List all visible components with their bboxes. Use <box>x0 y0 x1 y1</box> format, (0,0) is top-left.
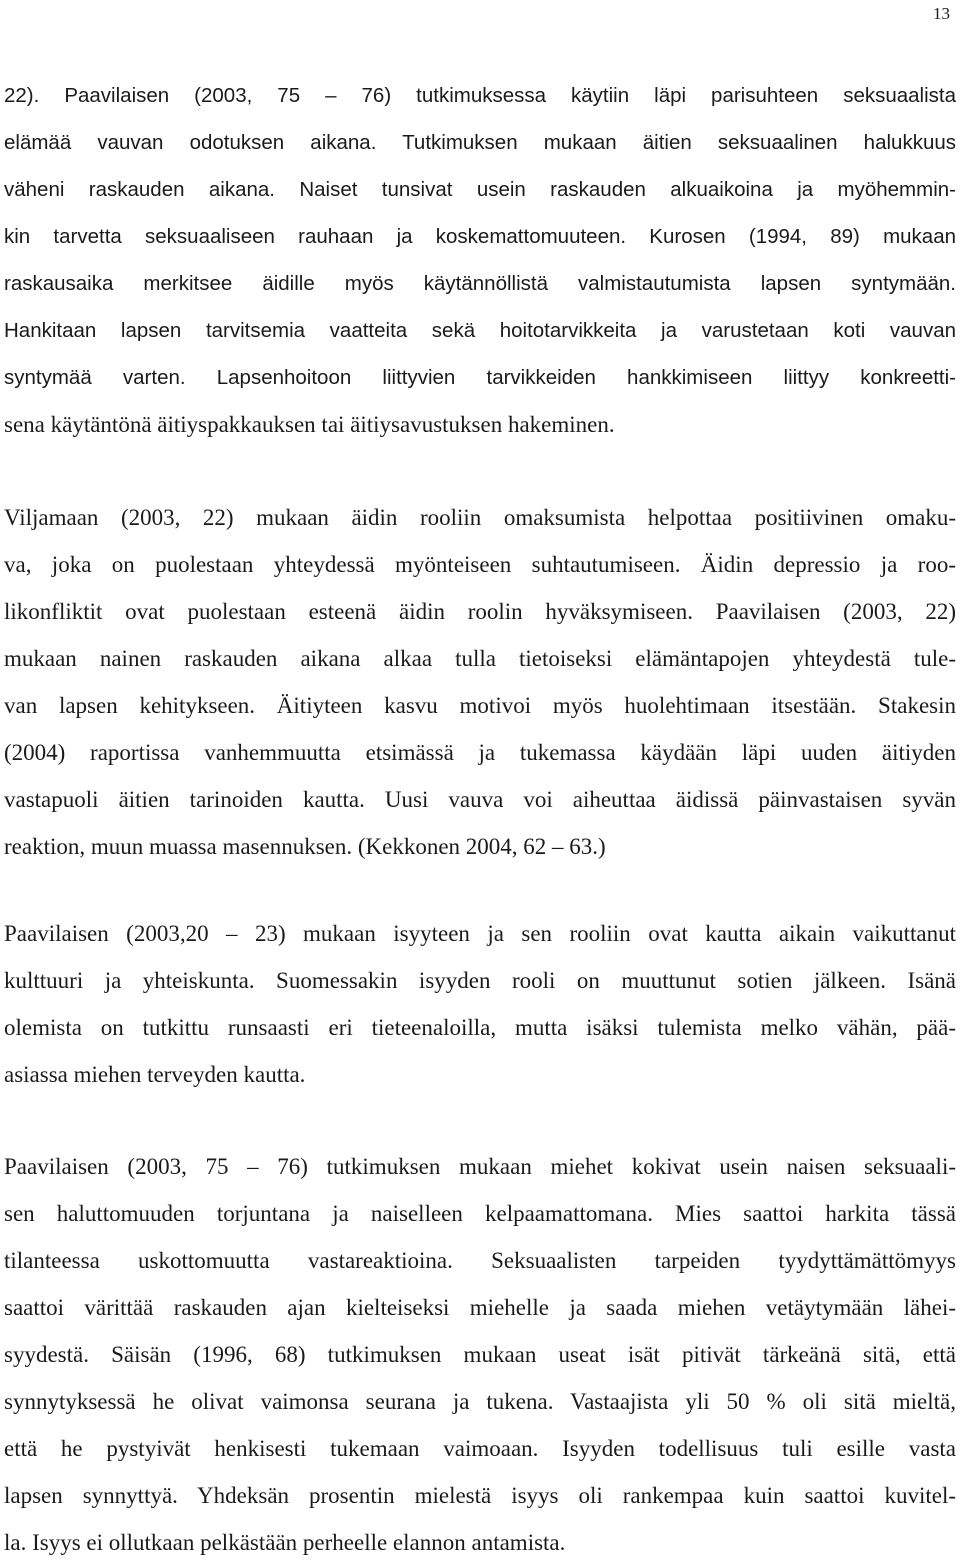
paragraph-4 <box>4 1143 956 1566</box>
text-line: Viljamaan (2003, 22) mukaan äidin rooliin omaksumista helpottaa positiivinen omaku- <box>4 505 956 530</box>
text-line: syntymää varten. Lapsenhoitoon liittyvien tarvikkeiden hankkimiseen liittyy konkreetti- <box>4 366 956 389</box>
text-line: asiassa miehen terveyden kautta. <box>4 1062 306 1087</box>
text-line: syydestä. Säisän (1996, 68) tutkimuksen mukaan useat isät pitivät tärkeänä sitä, että <box>4 1342 956 1367</box>
text-line: raskausaika merkitsee äidille myös käytännöllistä valmistautumista lapsen syntymään. <box>4 272 956 295</box>
text-line: sena käytäntönä äitiyspakkauksen tai äitiysavustuksen hakeminen. <box>4 412 615 437</box>
text-line: mukaan nainen raskauden aikana alkaa tulla tietoiseksi elämäntapojen yhteydestä tule- <box>4 646 956 671</box>
paragraph-3 <box>4 910 956 1098</box>
text-line: sen haluttomuuden torjuntana ja naiselleen kelpaamattomana. Mies saattoi harkita tässä <box>4 1201 956 1226</box>
text-line: reaktion, muun muassa masennuksen. (Kekkonen 2004, 62 – 63.) <box>4 834 606 859</box>
paragraph-2 <box>4 494 956 870</box>
text-line: että he pystyivät henkisesti tukemaan vaimoaan. Isyyden todellisuus tuli esille vasta <box>4 1436 956 1461</box>
text-line: (2004) raportissa vanhemmuutta etsimässä ja tukemassa käydään läpi uuden äitiyden <box>4 740 956 765</box>
text-line: la. Isyys ei ollutkaan pelkästään perheelle elannon antamista. <box>4 1530 566 1555</box>
text-line: Paavilaisen (2003, 75 – 76) tutkimuksen mukaan miehet kokivat usein naisen seksuaali- <box>4 1154 956 1179</box>
text-line: elämää vauvan odotuksen aikana. Tutkimuksen mukaan äitien seksuaalinen halukkuus <box>4 131 956 154</box>
text-line: van lapsen kehitykseen. Äitiyteen kasvu motivoi myös huolehtimaan itsestään. Stakesin <box>4 693 956 718</box>
text-line: kulttuuri ja yhteiskunta. Suomessakin isyyden rooli on muuttunut sotien jälkeen. Isänä <box>4 968 956 993</box>
text-line: vastapuoli äitien tarinoiden kautta. Uusi vauva voi aiheuttaa äidissä päinvastaisen syvän <box>4 787 956 812</box>
text-line: synnytyksessä he olivat vaimonsa seurana ja tukena. Vastaajista yli 50 % oli sitä mieltä, <box>4 1389 956 1414</box>
text-line: saattoi värittää raskauden ajan kielteiseksi miehelle ja saada miehen vetäytymään lähei- <box>4 1295 956 1320</box>
text-line: likonfliktit ovat puolestaan esteenä äidin roolin hyväksymiseen. Paavilaisen (2003, 22) <box>4 599 956 624</box>
text-line: Paavilaisen (2003,20 – 23) mukaan isyyteen ja sen rooliin ovat kautta aikain vaikuttanut <box>4 921 956 946</box>
paragraph-1 <box>4 72 956 448</box>
text-line: olemista on tutkittu runsaasti eri tieteenaloilla, mutta isäksi tulemista melko vähän, pää- <box>4 1015 956 1040</box>
text-line: va, joka on puolestaan yhteydessä myönteiseen suhtautumiseen. Äidin depressio ja roo- <box>4 552 956 577</box>
text-line: väheni raskauden aikana. Naiset tunsivat usein raskauden alkuaikoina ja myöhemmin- <box>4 178 956 201</box>
page-number: 13 <box>933 4 950 23</box>
text-line: tilanteessa uskottomuutta vastareaktioina. Seksuaalisten tarpeiden tyydyttämättömyys <box>4 1248 956 1273</box>
text-line: Hankitaan lapsen tarvitsemia vaatteita sekä hoitotarvikkeita ja varustetaan koti vauvan <box>4 319 956 342</box>
text-line: lapsen synnyttyä. Yhdeksän prosentin mielestä isyys oli rankempaa kuin saattoi kuvitel- <box>4 1483 956 1508</box>
text-line: kin tarvetta seksuaaliseen rauhaan ja koskemattomuuteen. Kurosen (1994, 89) mukaan <box>4 225 956 248</box>
text-line: 22). Paavilaisen (2003, 75 – 76) tutkimuksessa käytiin läpi parisuhteen seksuaalista <box>4 84 956 107</box>
